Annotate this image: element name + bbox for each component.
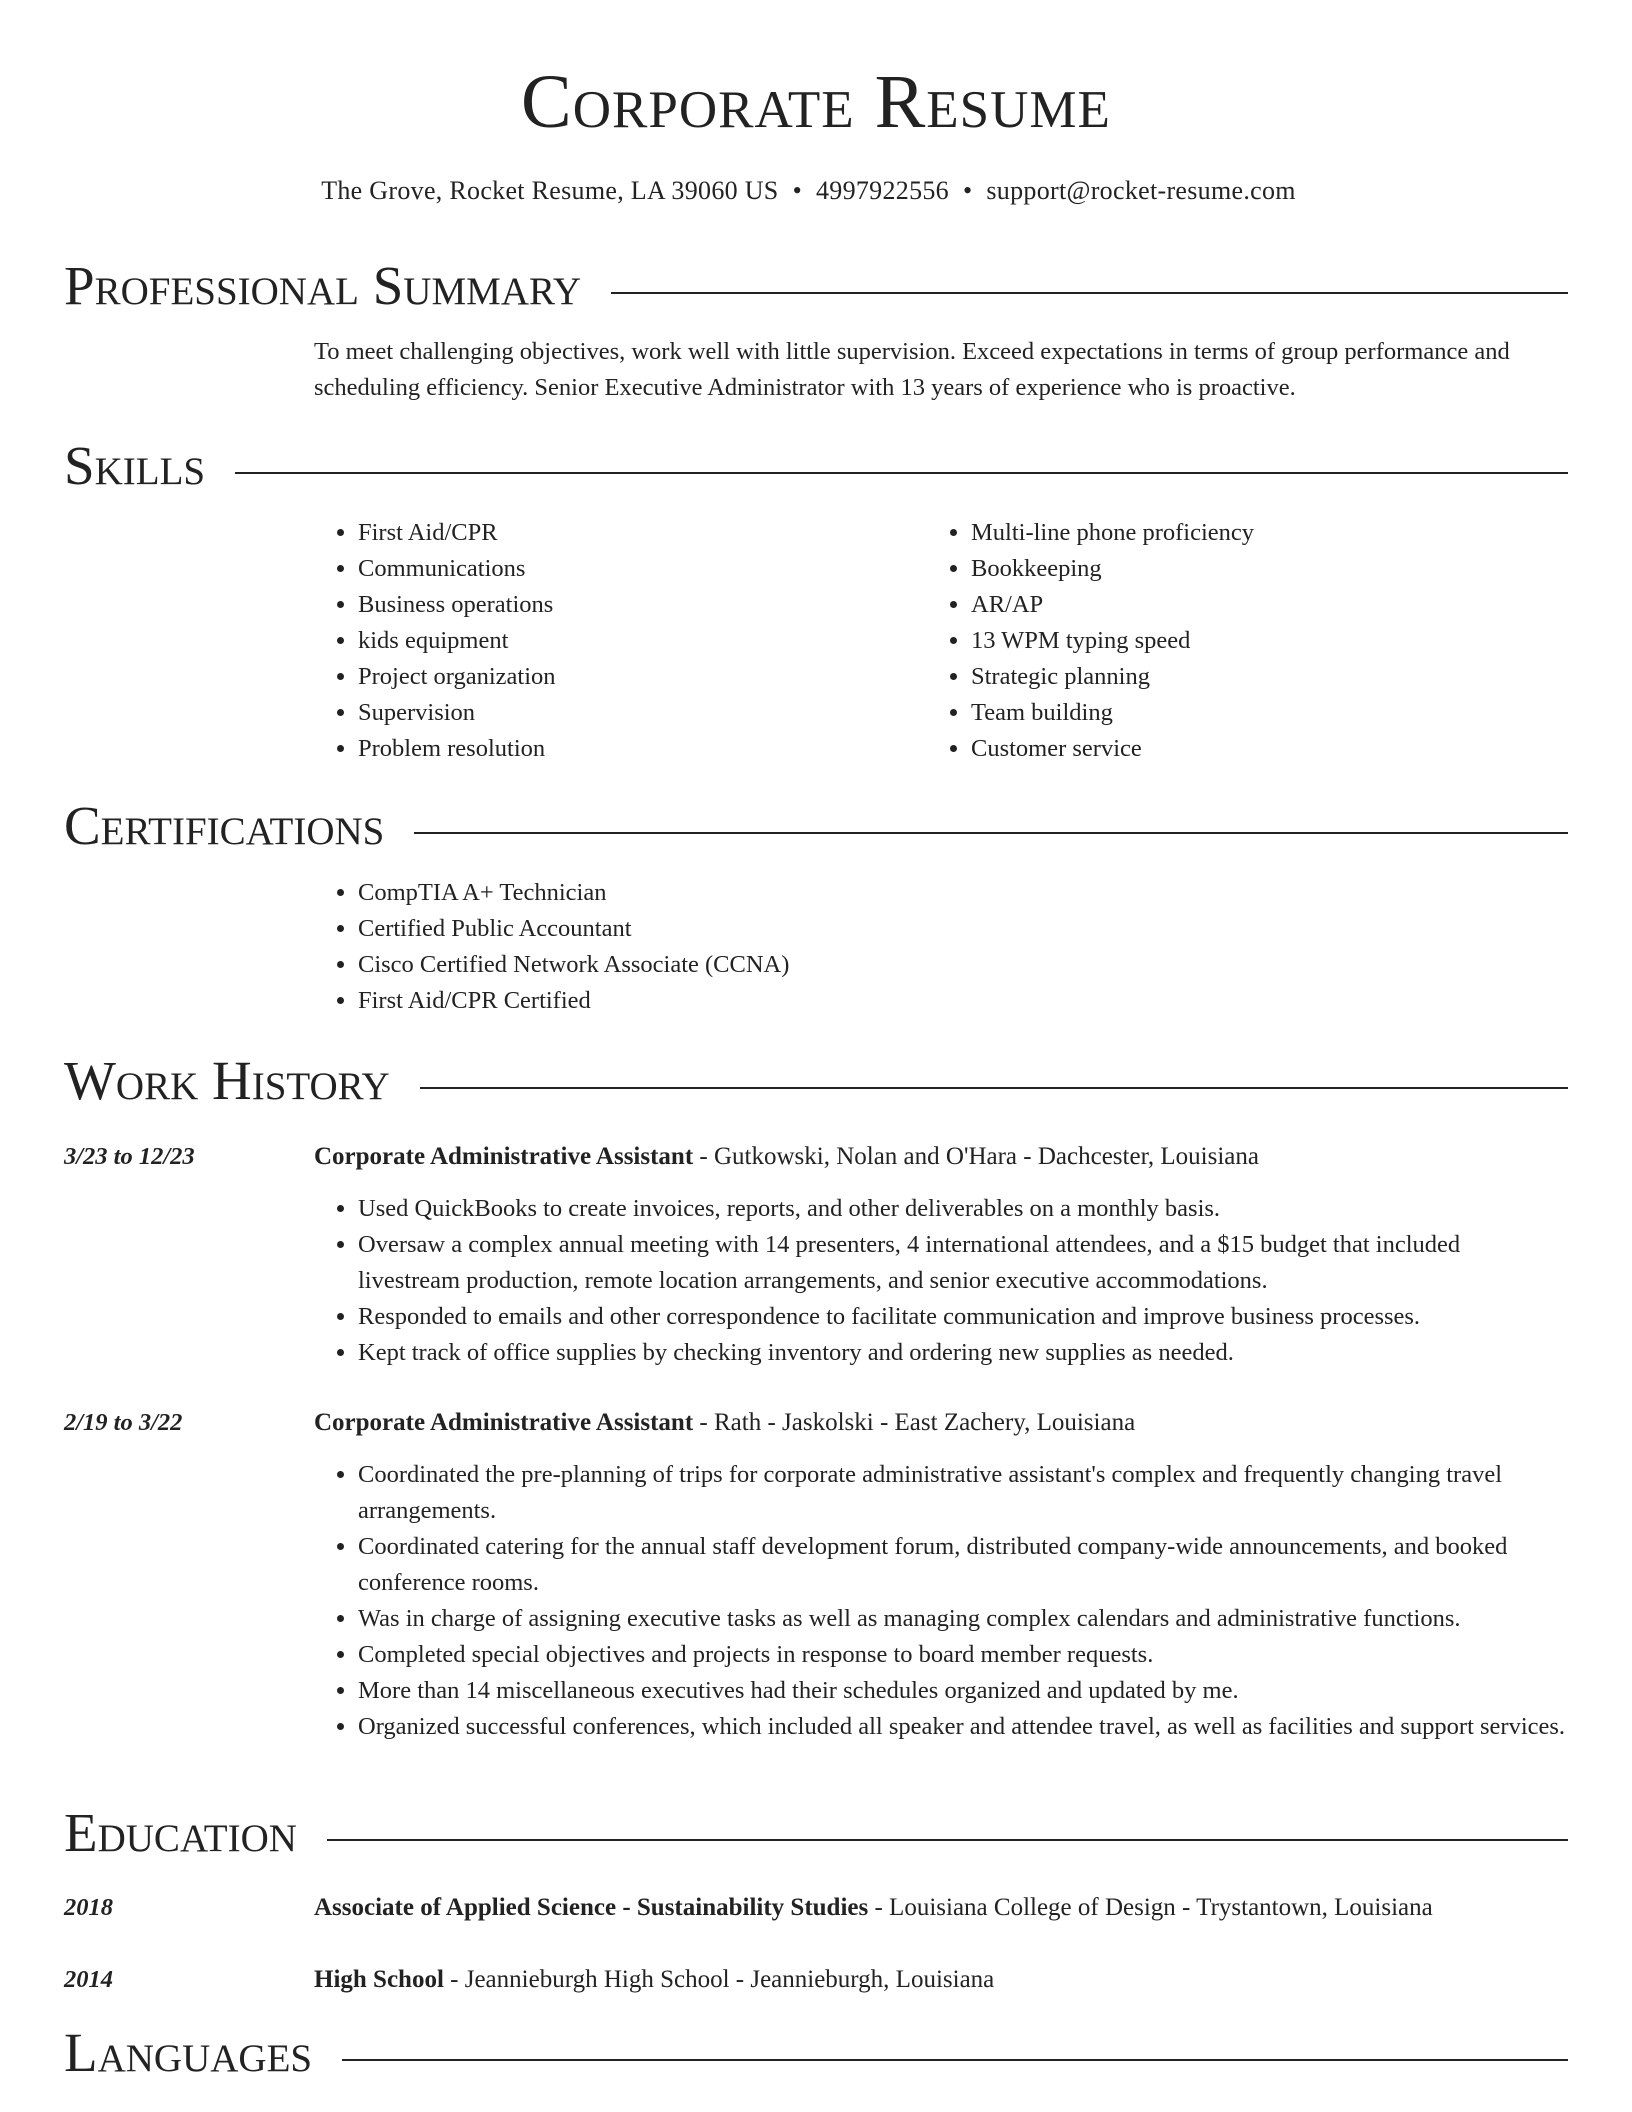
job-dates: 3/23 to 12/23: [64, 1143, 195, 1170]
job-bullet: • Oversaw a complex annual meeting with 14 presenters, 4 international attendees, and a $15 budget that included livestream production, remote location arrangements, and senior executive accommodations.: [358, 1227, 1568, 1299]
work-section-header: [64, 1051, 1568, 1111]
work-section-title: Work History: [64, 1051, 420, 1111]
education-school: - Jeannieburgh High School - Jeannieburgh, Louisiana: [443, 1966, 995, 1993]
skill-item: • First Aid/CPR: [358, 515, 918, 551]
education-year: 2018: [64, 1894, 113, 1921]
summary-section-header: [64, 256, 1568, 316]
resume-name: Corporate Resume: [521, 60, 1111, 144]
skill-item: • Multi-line phone proficiency: [971, 515, 1591, 551]
job-bullets: [314, 1457, 1568, 1745]
education-section-title: Education: [64, 1803, 327, 1863]
job-bullet: • Kept track of office supplies by checking inventory and ordering new supplies as needed.: [358, 1335, 1568, 1371]
education-section-header: [64, 1803, 1568, 1863]
education-entry: [314, 1962, 1574, 1998]
job-bullet: • Organized successful conferences, which included all speaker and attendee travel, as well as facilities and support services.: [358, 1709, 1568, 1745]
job-employer: - Gutkowski, Nolan and O'Hara - Dachcester, Louisiana: [693, 1143, 1259, 1170]
education-year: 2014: [64, 1966, 113, 1993]
contact-line: [0, 174, 1617, 208]
skill-item: • Supervision: [358, 695, 918, 731]
job-bullet: • More than 14 miscellaneous executives had their schedules organized and updated by me.: [358, 1673, 1568, 1709]
skill-item: • 13 WPM typing speed: [971, 623, 1591, 659]
contact-phone: 4997922556: [815, 176, 949, 205]
job-role: Corporate Administrative Assistant: [314, 1409, 694, 1436]
certifications-section-header: [64, 796, 1568, 856]
languages-section-title: Languages: [64, 2023, 342, 2083]
skill-item: • Bookkeeping: [971, 551, 1591, 587]
job-bullet: • Was in charge of assigning executive tasks as well as managing complex calendars and administrative functions.: [358, 1601, 1568, 1637]
job-employer: - Rath - Jaskolski - East Zachery, Louisiana: [693, 1409, 1136, 1436]
certification-item: • CompTIA A+ Technician: [358, 875, 1558, 911]
skills-section-title: Skills: [64, 436, 235, 496]
skill-item: • Customer service: [971, 731, 1591, 767]
skills-section-header: [64, 436, 1568, 496]
education-degree: High School: [314, 1966, 444, 1993]
job-bullet: • Responded to emails and other correspondence to facilitate communication and improve business processes.: [358, 1299, 1568, 1335]
section-divider: [64, 472, 1568, 474]
education-school: - Louisiana College of Design - Trystantown, Louisiana: [868, 1894, 1433, 1921]
skill-item: • Communications: [358, 551, 918, 587]
certification-item: • First Aid/CPR Certified: [358, 983, 1558, 1019]
skill-item: • Team building: [971, 695, 1591, 731]
skills-list-right: [927, 515, 1591, 767]
skill-item: • Business operations: [358, 587, 918, 623]
job-bullet: • Coordinated catering for the annual staff development forum, distributed company-wide announcements, and booked conference rooms.: [358, 1529, 1568, 1601]
skill-item: • Strategic planning: [971, 659, 1591, 695]
job-bullet: • Coordinated the pre-planning of trips for corporate administrative assistant's complex and frequently changing travel arrangements.: [358, 1457, 1568, 1529]
certifications-list: [314, 875, 1558, 1019]
skill-item: • kids equipment: [358, 623, 918, 659]
job-dates: 2/19 to 3/22: [64, 1409, 183, 1436]
skill-item: • Problem resolution: [358, 731, 918, 767]
contact-separator: •: [792, 176, 802, 205]
education-entry: [314, 1890, 1574, 1926]
contact-email: support@rocket-resume.com: [986, 176, 1296, 205]
education-degree: Associate of Applied Science - Sustainability Studies: [314, 1894, 869, 1921]
contact-separator: •: [962, 176, 973, 205]
skill-item: • AR/AP: [971, 587, 1591, 623]
certification-item: • Cisco Certified Network Associate (CCNA): [358, 947, 1558, 983]
job-bullets: [314, 1191, 1568, 1371]
summary-text: To meet challenging objectives, work well with little supervision. Exceed expectations in terms of group performance and scheduling efficiency. Senior Executive Administrator with 13 years of experience who is proactive.: [314, 338, 1510, 401]
certifications-section-title: Certifications: [64, 796, 414, 856]
skill-item: • Project organization: [358, 659, 918, 695]
skills-list-left: [314, 515, 918, 767]
contact-address: The Grove, Rocket Resume, LA 39060 US: [321, 176, 779, 205]
certification-item: • Certified Public Accountant: [358, 911, 1558, 947]
languages-section-header: [64, 2023, 1568, 2083]
job-title-line: [314, 1405, 1574, 1441]
job-bullet: • Used QuickBooks to create invoices, reports, and other deliverables on a monthly basis.: [358, 1191, 1568, 1227]
job-title-line: [314, 1139, 1574, 1175]
job-role: Corporate Administrative Assistant: [314, 1143, 694, 1170]
job-bullet: • Completed special objectives and projects in response to board member requests.: [358, 1637, 1568, 1673]
summary-section-title: Professional Summary: [64, 256, 611, 316]
